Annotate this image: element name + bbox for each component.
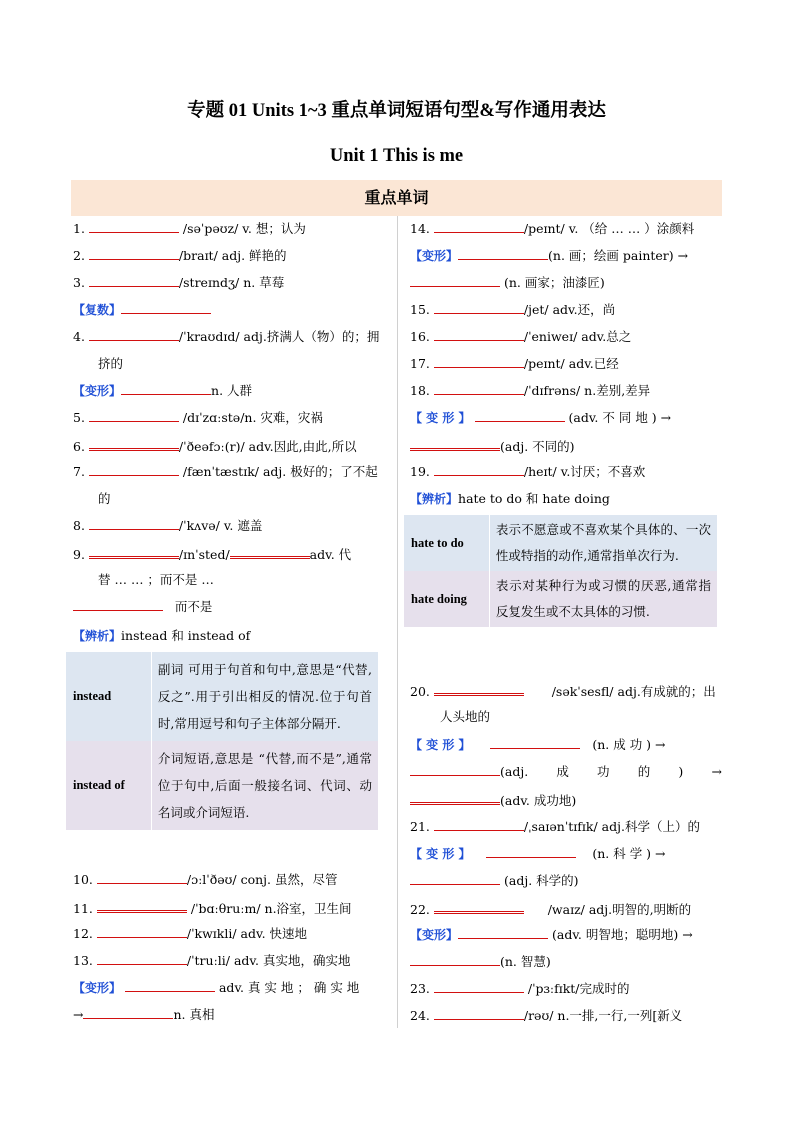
variant-13-cont: → n. 真相: [73, 1007, 215, 1022]
answer-blank[interactable]: [434, 1007, 524, 1020]
item-1: 1. /səˈpəʊz/ v. 想；认为: [73, 221, 306, 236]
item-21: 21. /ˌsaɪənˈtɪfɪk/ adj.科学（上）的: [410, 819, 700, 834]
item-20: 20. /səkˈsesfl/ adj.有成就的；出: [410, 681, 716, 701]
item-17: 17. /peɪnt/ adv.已经: [410, 356, 619, 371]
item-5: 5. /dɪˈzɑːstə/n. 灾难，灾祸: [73, 410, 323, 425]
answer-blank[interactable]: [89, 463, 179, 476]
page-title: 专题 01 Units 1~3 重点单词短语句型&写作通用表达: [187, 101, 606, 121]
variant-14-cont: (n. 画家；油漆匠): [410, 274, 605, 292]
item-3: 3. /streɪndʒ/ n. 草莓: [73, 275, 285, 290]
table-key: instead: [66, 652, 152, 741]
table-row: [404, 515, 717, 571]
item-9: 9. /ɪnˈsted/ adv. 代: [73, 544, 351, 564]
answer-blank[interactable]: [97, 898, 187, 913]
item-10: 10. /ɔːlˈðəʊ/ conj. 虽然，尽管: [73, 872, 338, 887]
variant-18: 【 变 形 】 (adv. 不 同 地 ) →: [410, 410, 672, 425]
item-9-cont: 替 … … ；而不是 …: [98, 572, 214, 587]
answer-blank[interactable]: [89, 544, 179, 559]
item-14: 14. /peɪnt/ v. （给 … … ）涂颜料: [410, 221, 695, 236]
answer-blank[interactable]: [97, 925, 187, 938]
answer-blank[interactable]: [89, 274, 179, 287]
answer-blank[interactable]: [410, 763, 500, 776]
table-row: [66, 741, 378, 830]
item-4: 4. /ˈkraʊdɪd/ adj.挤满人（物）的；拥: [73, 329, 380, 344]
answer-blank[interactable]: [97, 952, 187, 965]
variant-20: 【 变 形 】 (n. 成 功 ) →: [410, 737, 666, 752]
analysis-table: [66, 652, 378, 830]
item-15: 15. /jet/ adv.还，尚: [410, 302, 616, 317]
item-11: 11. /ˈbɑːθruːm/ n.浴室，卫生间: [73, 898, 352, 918]
variant-21: 【 变 形 】 (n. 科 学 ) →: [410, 846, 666, 861]
answer-blank[interactable]: [73, 598, 163, 611]
answer-blank[interactable]: [89, 220, 179, 233]
answer-blank[interactable]: [434, 382, 524, 395]
item-9-tail: 而不是: [73, 598, 212, 616]
table-desc: 表示不愿意或不喜欢某个具体的、一次性或特指的动作,通常指单次行为.: [495, 522, 711, 563]
variant-20-adj: (adj. 成 功 的 ) →: [410, 763, 722, 781]
item-18: 18. /ˈdɪfrəns/ n.差别,差异: [410, 383, 651, 398]
item-13: 13. /ˈtruːli/ adv. 真实地，确实地: [73, 953, 351, 968]
table-key: instead of: [66, 741, 152, 830]
unit-title: Unit 1 This is me: [329, 146, 464, 166]
column-divider: [397, 216, 398, 1028]
answer-blank[interactable]: [434, 220, 524, 233]
table-row: [66, 652, 378, 741]
answer-blank[interactable]: [89, 409, 179, 422]
item-22: 22. /waɪz/ adj.明智的,明断的: [410, 899, 691, 919]
answer-blank[interactable]: [458, 247, 548, 260]
answer-blank[interactable]: [434, 980, 524, 993]
answer-blank[interactable]: [121, 301, 211, 314]
plural-note: 【复数】: [73, 301, 211, 319]
answer-blank[interactable]: [89, 328, 179, 341]
answer-blank[interactable]: [89, 247, 179, 260]
item-7: 7. /fænˈtæstɪk/ adj. 极好的；了不起: [73, 464, 378, 479]
table-key: hate to do: [404, 515, 490, 571]
answer-blank[interactable]: [486, 845, 576, 858]
variant-21-cont: (adj. 科学的): [410, 872, 579, 890]
answer-blank[interactable]: [434, 328, 524, 341]
section-banner: 重点单词: [71, 180, 722, 216]
analysis-table-19: [404, 515, 717, 627]
analysis-note: 【辨析】instead 和 instead of: [73, 628, 251, 643]
answer-blank[interactable]: [434, 818, 524, 831]
answer-blank[interactable]: [434, 355, 524, 368]
item-19: 19. /heɪt/ v.讨厌；不喜欢: [410, 464, 646, 479]
table-desc: 介词短语,意思是 “代替,而不是”,通常位于句中,后面一般接名词、代词、动名词或介词短语.: [157, 751, 372, 820]
item-16: 16. /ˈeniweɪ/ adv.总之: [410, 329, 632, 344]
table-desc: 表示对某种行为或习惯的厌恶,通常指反复发生或不太具体的习惯.: [495, 578, 711, 619]
answer-blank[interactable]: [89, 436, 179, 451]
answer-blank[interactable]: [230, 544, 310, 559]
item-7-cont: 的: [98, 491, 111, 506]
table-row: [404, 571, 717, 627]
variant-14: 【变形】 (n. 画；绘画 painter) →: [410, 248, 689, 263]
item-8: 8. /ˈkʌvə/ v. 遮盖: [73, 518, 263, 533]
variant-18-cont: (adj. 不同的): [410, 436, 575, 456]
answer-blank[interactable]: [125, 979, 215, 992]
item-23: 23. /ˈpɜːfɪkt/完成时的: [410, 981, 630, 996]
answer-blank[interactable]: [410, 436, 500, 451]
item-20-cont: 人头地的: [440, 709, 491, 724]
variant-22: 【变形】 (adv. 明智地；聪明地) →: [410, 927, 693, 942]
answer-blank[interactable]: [83, 1006, 173, 1019]
answer-blank[interactable]: [434, 899, 524, 914]
answer-blank[interactable]: [410, 274, 500, 287]
item-6: 6. /ˈðeəfɔː(r)/ adv.因此,由此,所以: [73, 436, 357, 456]
item-12: 12. /ˈkwɪkli/ adv. 快速地: [73, 926, 308, 941]
answer-blank[interactable]: [434, 463, 524, 476]
answer-blank[interactable]: [410, 872, 500, 885]
variant-20-adv: (adv. 成功地): [410, 790, 576, 810]
variant-13: 【变形】 adv. 真 实 地 ； 确 实 地: [73, 980, 360, 995]
analysis-note-19: 【辨析】hate to do 和 hate doing: [410, 491, 610, 506]
variant-4: 【变形】 n. 人群: [73, 383, 253, 398]
answer-blank[interactable]: [490, 736, 580, 749]
answer-blank[interactable]: [475, 409, 565, 422]
answer-blank[interactable]: [410, 953, 500, 966]
item-2: 2. /braɪt/ adj. 鲜艳的: [73, 248, 287, 263]
answer-blank[interactable]: [410, 790, 500, 805]
answer-blank[interactable]: [458, 926, 548, 939]
answer-blank[interactable]: [434, 681, 524, 696]
answer-blank[interactable]: [434, 301, 524, 314]
answer-blank[interactable]: [97, 871, 187, 884]
answer-blank[interactable]: [89, 517, 179, 530]
table-key: hate doing: [404, 571, 490, 627]
item-24: 24. /rəʊ/ n.一排,一行,一列[新义: [410, 1008, 683, 1023]
item-4-cont: 挤的: [98, 356, 124, 371]
variant-22-cont: (n. 智慧): [410, 953, 551, 971]
table-desc: 副词 可用于句首和句中,意思是“代替,反之”.用于引出相反的情况.位于句首时,常用逗号和句子主体部分隔开.: [157, 662, 372, 731]
answer-blank[interactable]: [121, 382, 211, 395]
